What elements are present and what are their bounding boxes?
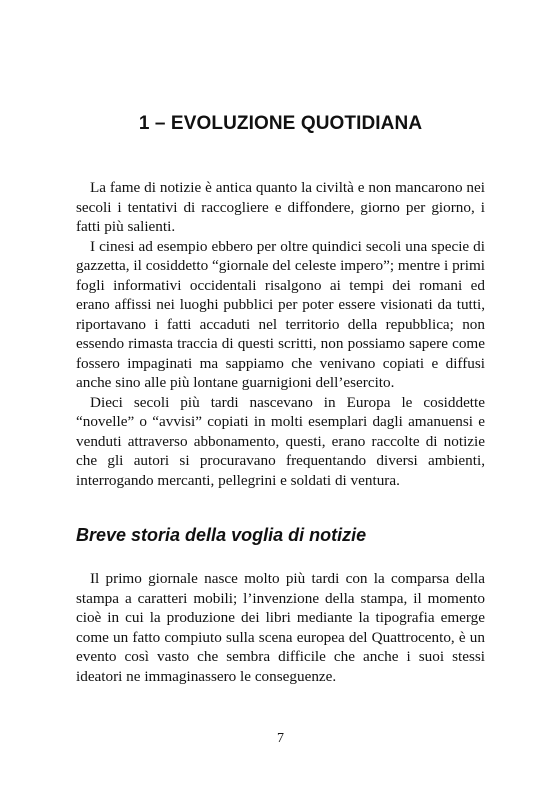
chapter-body: [76, 178, 485, 490]
paragraph: I cinesi ad esempio ebbero per oltre quindici secoli una specie di gazzetta, il cosiddetto “giornale del celeste impero”; mentre i primi fogli informativi occidentali risalgono ai tempi dei romani ed erano affissi nei luoghi pubblici per poter essere visionati da tutti, riportavano i fatti accaduti nel territorio della repubblica; non essendo rimasta traccia di questi scritti, non possiamo sapere come fossero impaginati ma sappiamo che venivano copiati e diffusi anche sino alle più lontane guarnigioni dell’esercito.: [76, 237, 485, 391]
page-number: 7: [277, 731, 284, 746]
paragraph: La fame di notizie è antica quanto la civiltà e non mancarono nei secoli i tentativi di raccogliere e diffondere, giorno per giorno, i fatti più salienti.: [76, 179, 485, 235]
chapter-title: 1 – EVOLUZIONE QUOTIDIANA: [138, 113, 423, 134]
section-title: Breve storia della voglia di notizie: [76, 525, 367, 545]
paragraph: Dieci secoli più tardi nascevano in Europa le cosiddette “novelle” o “avvisi” copiati in molti esemplari dagli amanuensi e venduti attraverso abbonamento, questi, erano raccolte di notizie che gli autori si procuravano frequentando diversi ambienti, interrogando mercanti, pellegrini e soldati di ventura.: [76, 393, 485, 489]
section-body: [76, 569, 485, 686]
paragraph: Il primo giornale nasce molto più tardi con la comparsa della stampa a caratteri mobili; l’invenzione della stampa, il momento cioè in cui la produzione dei libri mediante la tipografia emerge come un fatto compiuto sulla scena europea del Quattrocento, è un evento così vasto che sembra difficile che anche i suoi stessi ideatori ne immaginassero le conseguenze.: [76, 570, 485, 685]
